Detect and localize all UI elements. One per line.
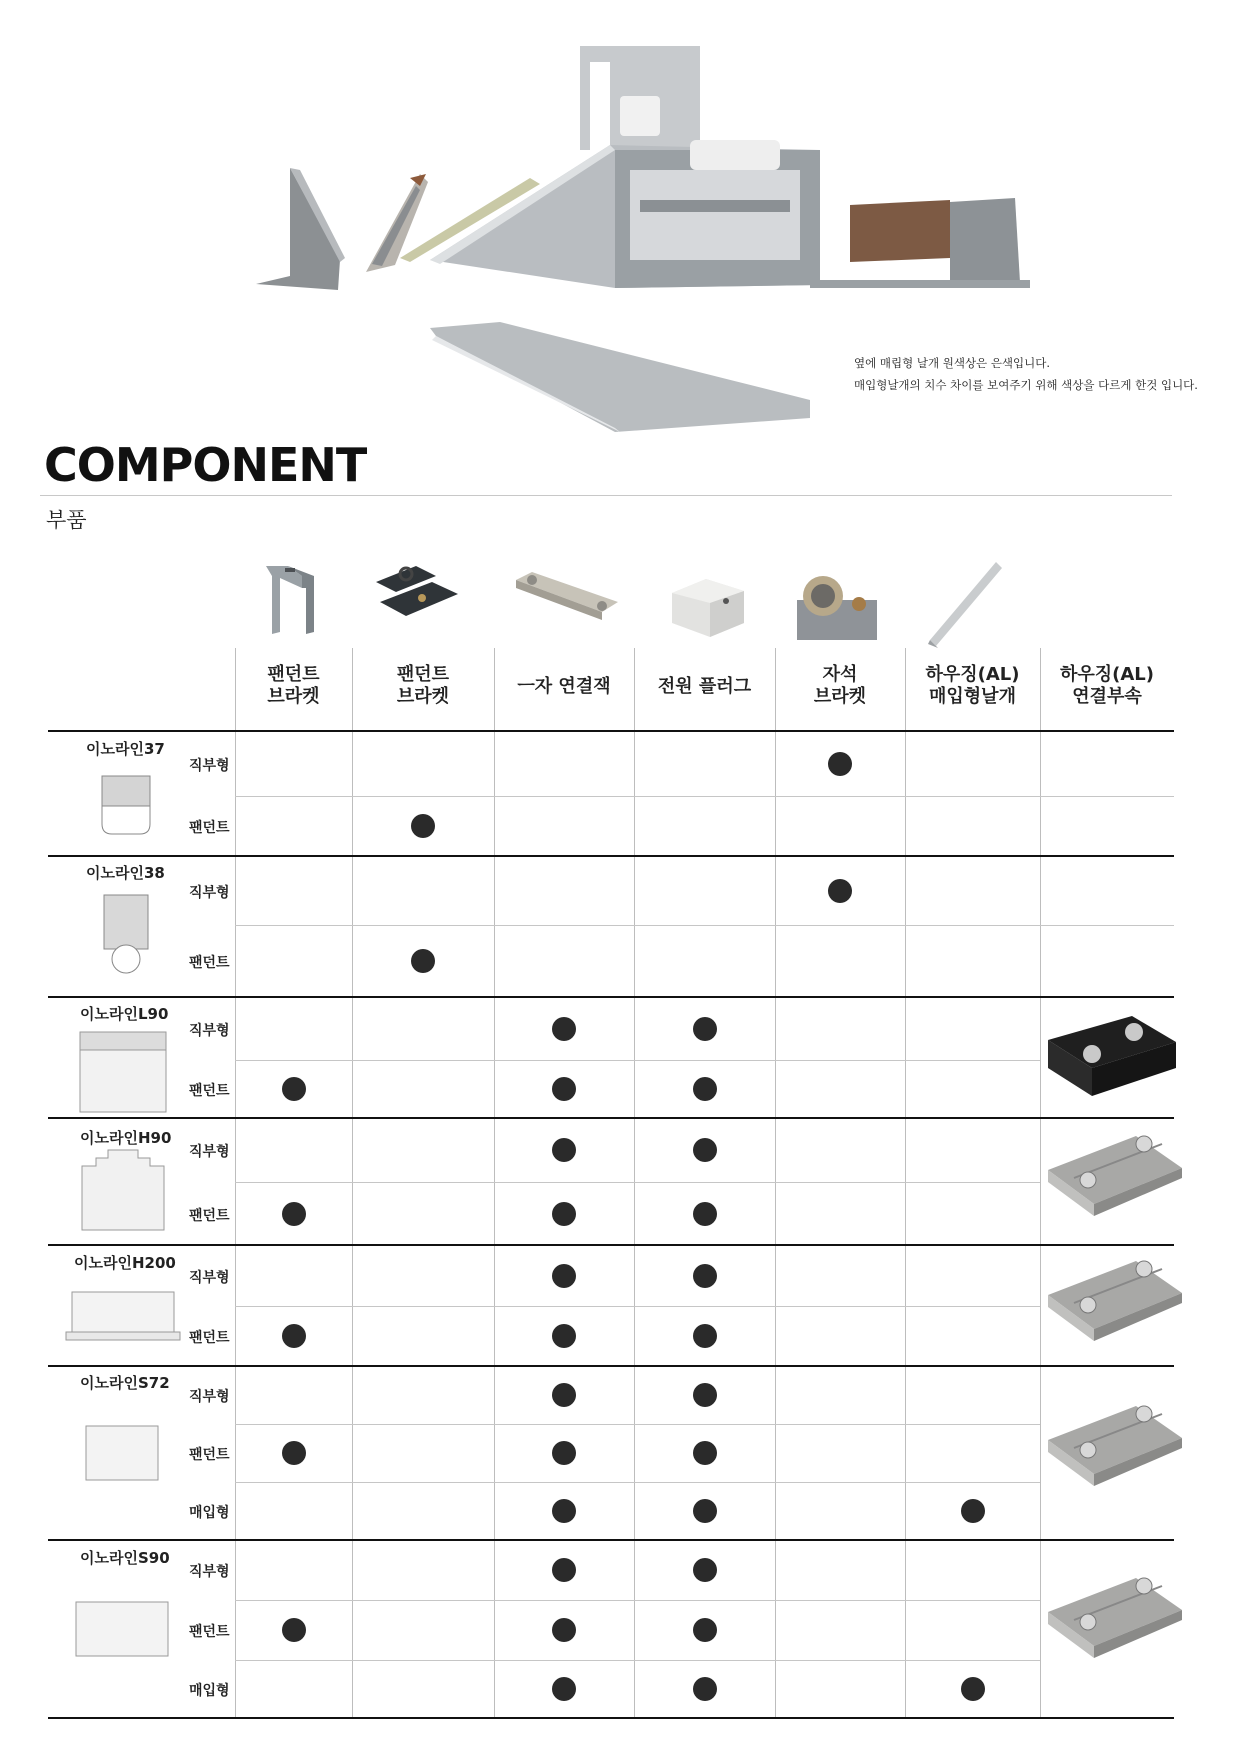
- availability-dot: [552, 1383, 576, 1407]
- row-type-label: 직부형: [189, 1389, 230, 1405]
- column-header-line: 전원 플러그: [657, 676, 752, 697]
- product-separator: [48, 996, 1174, 998]
- column-header-line: 브라켓: [813, 686, 867, 707]
- availability-dot: [961, 1677, 985, 1701]
- availability-dot: [552, 1677, 576, 1701]
- availability-dot: [693, 1441, 717, 1465]
- column-header: [494, 676, 634, 698]
- column-header-line: 자석: [822, 664, 858, 685]
- row-type-label: 팬던트: [189, 1330, 230, 1346]
- availability-dot: [693, 1324, 717, 1348]
- column-divider: [905, 648, 906, 1718]
- column-header: [1040, 664, 1174, 708]
- product-separator: [48, 1539, 1174, 1541]
- row-divider: [235, 1600, 1040, 1601]
- availability-dot: [282, 1441, 306, 1465]
- availability-dot: [693, 1558, 717, 1582]
- black-connector-icon: [1044, 1010, 1180, 1106]
- page-subtitle: 부품: [46, 508, 87, 532]
- straight-connector-icon: [512, 566, 622, 630]
- profile-cross-section-icon: [98, 772, 154, 842]
- column-header: [634, 676, 775, 698]
- product-separator: [48, 1365, 1174, 1367]
- row-type-label: 직부형: [189, 1269, 230, 1286]
- column-divider: [775, 648, 776, 1718]
- availability-dot: [828, 752, 852, 776]
- recessed-wing-icon: [926, 560, 1006, 654]
- row-divider: [235, 925, 1174, 926]
- column-header: [775, 664, 905, 708]
- availability-dot: [552, 1499, 576, 1523]
- row-divider: [235, 1660, 1040, 1661]
- row-type-label: 팬던트: [189, 1207, 230, 1224]
- column-divider: [494, 648, 495, 1718]
- row-type-label: 팬던트: [189, 1447, 230, 1463]
- row-type-label: 매입형: [189, 1505, 230, 1521]
- product-separator: [48, 1117, 1174, 1119]
- row-divider: [235, 796, 1174, 797]
- availability-dot: [693, 1202, 717, 1226]
- row-type-label: 팬던트: [189, 1624, 230, 1640]
- column-header-line: 하우징(AL): [1059, 664, 1155, 685]
- column-header-line: ㅡ자 연결잭: [517, 676, 611, 697]
- row-type-label: 직부형: [189, 884, 230, 901]
- availability-dot: [552, 1618, 576, 1642]
- row-type-label: 직부형: [189, 1144, 230, 1160]
- column-divider: [634, 648, 635, 1718]
- availability-dot: [552, 1324, 576, 1348]
- availability-dot: [411, 814, 435, 838]
- note-line: 매입형날개의 치수 차이를 보여주기 위해 색상을 다르게 한것 입니다.: [854, 378, 1198, 392]
- availability-dot: [411, 949, 435, 973]
- profile-cross-section-icon: [74, 1600, 170, 1662]
- column-header-line: 연결부속: [1072, 686, 1142, 707]
- product-name: 이노라인H200: [74, 1254, 176, 1272]
- profile-cross-section-icon: [64, 1290, 182, 1346]
- row-divider: [235, 1424, 1040, 1425]
- column-header: [905, 664, 1040, 708]
- product-separator: [48, 1244, 1174, 1246]
- magnet-bracket-icon: [793, 566, 883, 648]
- row-type-label: 직부형: [189, 757, 230, 774]
- availability-dot: [552, 1441, 576, 1465]
- column-divider: [1040, 648, 1041, 1718]
- availability-dot: [552, 1077, 576, 1101]
- availability-dot: [693, 1677, 717, 1701]
- availability-dot: [693, 1618, 717, 1642]
- product-name: 이노라인H90: [80, 1129, 172, 1147]
- page-title: COMPONENT: [44, 438, 367, 492]
- table-bottom-rule: [48, 1717, 1174, 1719]
- row-divider: [235, 1306, 1040, 1307]
- product-name: 이노라인L90: [80, 1005, 169, 1023]
- availability-dot: [828, 879, 852, 903]
- availability-dot: [552, 1558, 576, 1582]
- availability-dot: [693, 1264, 717, 1288]
- silver-connector-icon: [1044, 1398, 1186, 1498]
- column-header-line: 브라켓: [267, 686, 320, 707]
- availability-dot: [961, 1499, 985, 1523]
- row-type-label: 팬던트: [189, 1083, 230, 1099]
- availability-dot: [693, 1383, 717, 1407]
- profile-cross-section-icon: [78, 1030, 168, 1120]
- row-type-label: 팬던트: [189, 955, 230, 971]
- product-name: 이노라인S72: [80, 1374, 170, 1392]
- product-name: 이노라인37: [86, 740, 165, 758]
- power-plug-icon: [666, 571, 750, 645]
- row-type-label: 직부형: [189, 1564, 230, 1580]
- availability-dot: [282, 1618, 306, 1642]
- pendant-bracket-u-icon: [258, 562, 322, 644]
- availability-dot: [282, 1202, 306, 1226]
- row-divider: [235, 1060, 1040, 1061]
- profile-cross-section-icon: [84, 1424, 160, 1486]
- column-header: [352, 664, 494, 708]
- row-type-label: 직부형: [189, 1022, 230, 1039]
- column-header-line: 하우징(AL): [925, 664, 1020, 685]
- availability-dot: [552, 1017, 576, 1041]
- product-name: 이노라인S90: [80, 1549, 170, 1567]
- note-line: 옆에 매립형 날개 원색상은 은색입니다.: [854, 356, 1051, 370]
- column-divider: [235, 648, 236, 1718]
- availability-dot: [282, 1324, 306, 1348]
- product-name: 이노라인38: [86, 864, 165, 882]
- row-type-label: 팬던트: [189, 820, 230, 836]
- silver-connector-icon: [1044, 1128, 1186, 1228]
- column-header-line: 매입형날개: [929, 686, 1016, 707]
- silver-connector-icon: [1044, 1253, 1186, 1353]
- availability-dot: [282, 1077, 306, 1101]
- product-separator: [48, 855, 1174, 857]
- availability-dot: [693, 1017, 717, 1041]
- availability-dot: [552, 1202, 576, 1226]
- row-divider: [235, 1182, 1040, 1183]
- pendant-bracket-plate-icon: [374, 556, 464, 630]
- availability-dot: [693, 1499, 717, 1523]
- row-divider: [235, 1482, 1040, 1483]
- column-header-line: 브라켓: [396, 686, 450, 707]
- availability-dot: [693, 1138, 717, 1162]
- availability-dot: [552, 1264, 576, 1288]
- column-header: [235, 664, 352, 708]
- availability-dot: [693, 1077, 717, 1101]
- profile-cross-section-icon: [78, 1148, 168, 1236]
- availability-dot: [552, 1138, 576, 1162]
- row-type-label: 매입형: [189, 1683, 230, 1699]
- column-divider: [352, 648, 353, 1718]
- column-header-line: 팬던트: [267, 664, 320, 685]
- table-header-rule: [48, 730, 1174, 732]
- silver-connector-icon: [1044, 1570, 1186, 1670]
- profile-cross-section-icon: [98, 893, 154, 979]
- column-header-line: 팬던트: [396, 664, 450, 685]
